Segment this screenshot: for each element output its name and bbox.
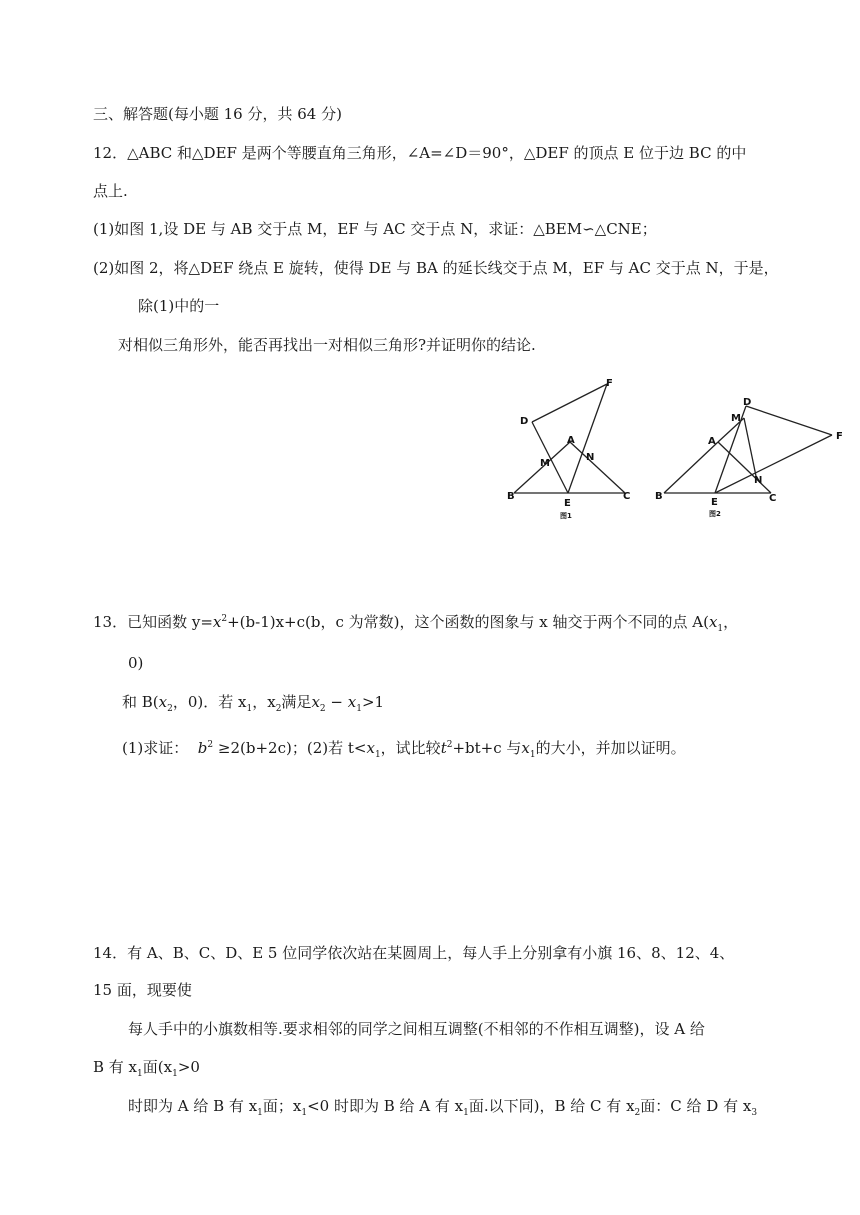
q14-text: 时即为 A 给 B 有 x (128, 1097, 258, 1115)
q13-minus: − (325, 693, 348, 711)
fig2-label-a: A (708, 436, 716, 447)
q14-line-2: 15 面，现要使 (93, 981, 192, 999)
q14-text: >0 (177, 1058, 200, 1076)
q13-text: 和 B( (122, 693, 159, 711)
fig2-caption: 图2 (709, 510, 721, 518)
fig1-label-b: B (507, 491, 515, 502)
q13-subscript: 1 (717, 624, 724, 634)
q13-var-x2: x (311, 693, 320, 711)
fig2-label-d: D (743, 397, 752, 408)
q13-text: ，x (252, 693, 276, 711)
q13-subscript: 2 (167, 704, 173, 714)
q12-part-2-line-3: 对相似三角形外，能否再找出一对相似三角形?并证明你的结论. (118, 336, 536, 354)
q13-exponent: 2 (207, 740, 214, 750)
q13-var-x1: x (708, 613, 718, 631)
q13-line-4 (122, 738, 686, 758)
q13-subscript: 1 (374, 750, 381, 760)
fig2-label-m: M (731, 413, 741, 424)
q13-subscript: 1 (246, 704, 253, 714)
q14-text: 面；x (262, 1097, 302, 1115)
q13-line-3 (122, 692, 384, 712)
fig2-label-e: E (711, 497, 718, 508)
q13-var-t: t (440, 739, 447, 757)
q13-text: ≥2(b+2c)；(2)若 t< (217, 739, 367, 757)
q12-line-2: 点上. (93, 182, 128, 200)
q14-subscript: 1 (172, 1069, 178, 1079)
q13-var-x1: x (521, 739, 530, 757)
q13-subscript: 1 (529, 750, 536, 760)
q12-part-2-line-1: (2)如图 2，将△DEF 绕点 E 旋转，使得 DE 与 BA 的延长线交于点 M，EF 与 AC 交于点 N，于是， (93, 259, 779, 277)
fig1-caption: 图1 (560, 512, 572, 520)
fig2-label-n: N (754, 475, 763, 486)
q13-subscript: 1 (356, 704, 362, 714)
q14-subscript: 1 (463, 1108, 469, 1118)
q14-text: 面：C 给 D 有 x (640, 1097, 752, 1115)
fig2-label-b: B (655, 491, 663, 502)
q13-text: 满足 (281, 693, 312, 711)
fig1-label-a: A (567, 435, 575, 446)
figure-2 (648, 388, 853, 524)
q14-line-3: 每人手中的小旗数相等.要求相邻的同学之间相互调整(不相邻的不作相互调整)，设 A 给 (128, 1020, 705, 1038)
q13-text: 的大小，并加以证明。 (535, 739, 686, 757)
q14-subscript: 3 (751, 1108, 758, 1118)
q14-subscript: 1 (257, 1108, 263, 1118)
q13-text: ，试比较 (380, 739, 441, 757)
q14-line-1: 14．有 A、B、C、D、E 5 位同学依次站在某圆周上，每人手上分别拿有小旗 16、8、12、4、 (93, 944, 735, 962)
q14-text: 面(x (142, 1058, 173, 1076)
q14-text: B 有 x (93, 1058, 138, 1076)
q13-text: (1)求证： (122, 739, 189, 757)
fig1-label-e: E (564, 498, 571, 509)
fig1-label-m: M (540, 458, 550, 469)
q13-text: ， (723, 613, 739, 631)
fig1-label-f: F (606, 378, 613, 389)
fig1-label-d: D (520, 416, 529, 427)
q14-text: <0 时即为 B 给 A 有 x (307, 1097, 464, 1115)
q13-exponent: 2 (446, 740, 453, 750)
q12-part-1: (1)如图 1,设 DE 与 AB 交于点 M，EF 与 AC 交于点 N，求证：△BEM∽△CNE； (93, 220, 657, 238)
fig1-label-c: C (623, 491, 631, 502)
q12-line-1: 12．△ABC 和△DEF 是两个等腰直角三角形，∠A=∠D＝90°，△DEF 的顶点 E 位于边 BC 的中 (93, 144, 747, 162)
q13-line-2: 0) (128, 654, 144, 672)
q13-text: ，0)．若 x (172, 693, 247, 711)
q13-subscript: 2 (275, 704, 282, 714)
q13-text: +(b-1)x+c(b，c 为常数)，这个函数的图象与 x 轴交于两个不同的点 A( (227, 613, 709, 631)
section-heading: 三、解答题(每小题 16 分，共 64 分) (93, 105, 342, 123)
q13-line-1 (93, 612, 738, 632)
q13-var-x1: x (347, 693, 357, 711)
fig1-label-n: N (586, 452, 595, 463)
q13-var-x1: x (366, 739, 375, 757)
q14-subscript: 1 (137, 1069, 143, 1079)
q14-line-5 (128, 1096, 757, 1116)
q13-text: 13．已知函数 y= (93, 613, 213, 631)
q14-line-4 (93, 1057, 200, 1077)
q13-var-x2: x (158, 693, 168, 711)
q13-var-b: b (197, 739, 208, 757)
q13-subscript: 2 (319, 704, 326, 714)
figure-1 (500, 370, 645, 522)
q13-text: >1 (361, 693, 385, 711)
q12-part-2-line-2: 除(1)中的一 (138, 297, 220, 315)
fig2-label-c: C (769, 493, 777, 504)
q14-text: 面.以下同)，B 给 C 有 x (468, 1097, 635, 1115)
q13-text: +bt+c 与 (452, 739, 522, 757)
fig2-label-f: F (836, 431, 843, 442)
q13-var-x: x (212, 613, 222, 631)
q14-subscript: 2 (634, 1108, 641, 1118)
q13-exponent: 2 (221, 614, 228, 624)
q14-subscript: 1 (301, 1108, 308, 1118)
